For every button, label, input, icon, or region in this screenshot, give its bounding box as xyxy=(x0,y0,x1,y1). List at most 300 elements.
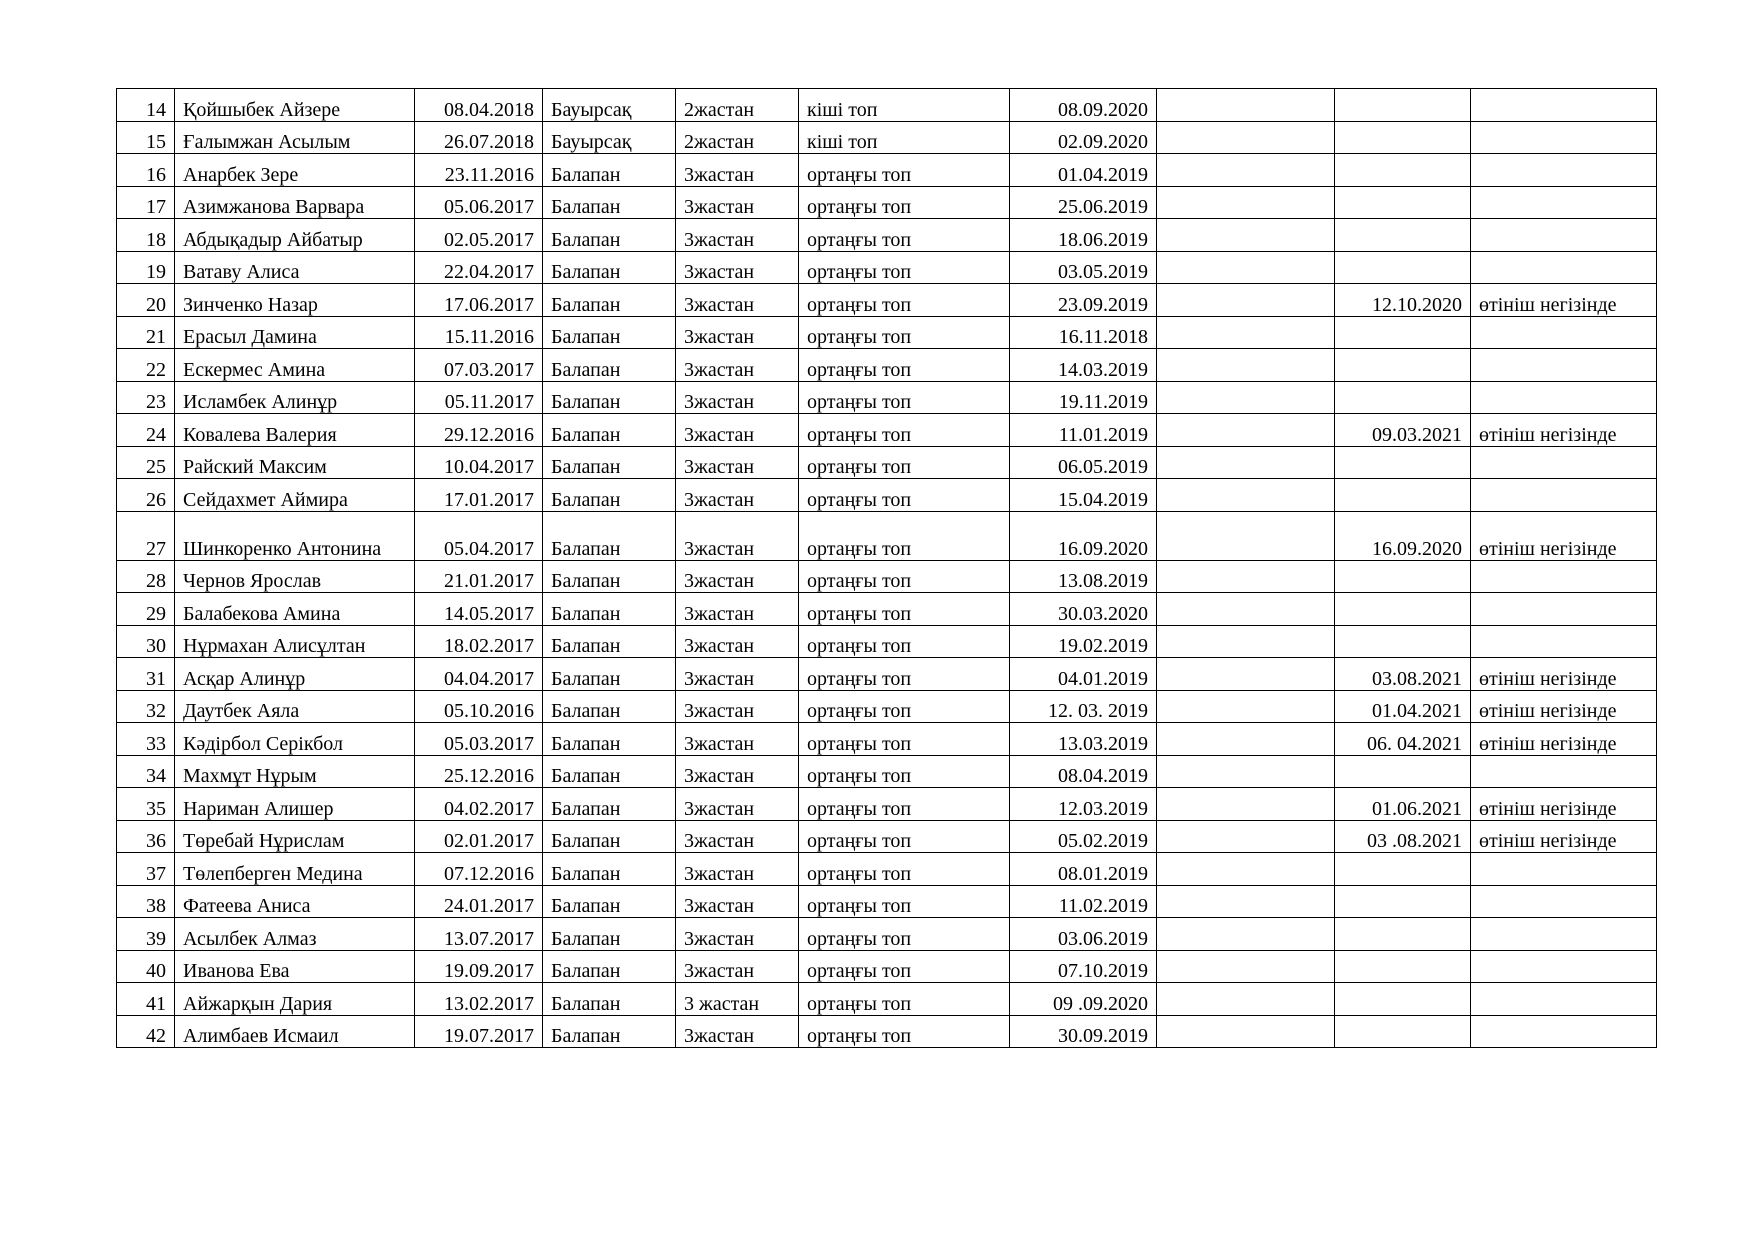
row-number: 31 xyxy=(117,658,175,691)
admission-date: 30.03.2020 xyxy=(1010,593,1157,626)
admission-date: 15.04.2019 xyxy=(1010,479,1157,512)
age-category: 3жастан xyxy=(676,853,799,886)
table-row xyxy=(117,511,1657,560)
age-category: 3жастан xyxy=(676,723,799,756)
leave-date xyxy=(1335,625,1471,658)
empty-cell xyxy=(1157,89,1335,122)
empty-cell xyxy=(1157,723,1335,756)
leave-reason xyxy=(1471,755,1657,788)
table-row xyxy=(117,788,1657,821)
leave-reason xyxy=(1471,918,1657,951)
leave-date xyxy=(1335,853,1471,886)
group-level: ортаңғы топ xyxy=(799,446,1010,479)
leave-date xyxy=(1335,381,1471,414)
child-name: Зинченко Назар xyxy=(175,284,415,317)
group-level: ортаңғы топ xyxy=(799,788,1010,821)
admission-date: 13.08.2019 xyxy=(1010,560,1157,593)
birth-date: 23.11.2016 xyxy=(415,154,543,187)
child-name: Сейдахмет Аймира xyxy=(175,479,415,512)
group-name: Балапан xyxy=(543,479,676,512)
age-category: 3жастан xyxy=(676,560,799,593)
leave-reason xyxy=(1471,853,1657,886)
birth-date: 22.04.2017 xyxy=(415,251,543,284)
roster-body xyxy=(117,89,1657,1048)
group-name: Бауырсақ xyxy=(543,89,676,122)
table-row xyxy=(117,853,1657,886)
leave-date xyxy=(1335,593,1471,626)
birth-date: 18.02.2017 xyxy=(415,625,543,658)
group-name: Балапан xyxy=(543,251,676,284)
group-level: ортаңғы топ xyxy=(799,983,1010,1016)
empty-cell xyxy=(1157,983,1335,1016)
group-level: ортаңғы топ xyxy=(799,755,1010,788)
empty-cell xyxy=(1157,414,1335,447)
group-name: Бауырсақ xyxy=(543,121,676,154)
child-name: Айжарқын Дария xyxy=(175,983,415,1016)
leave-date xyxy=(1335,219,1471,252)
child-name: Алимбаев Исмаил xyxy=(175,1015,415,1048)
group-name: Балапан xyxy=(543,284,676,317)
birth-date: 19.07.2017 xyxy=(415,1015,543,1048)
table-row xyxy=(117,690,1657,723)
group-level: ортаңғы топ xyxy=(799,690,1010,723)
age-category: 3жастан xyxy=(676,593,799,626)
leave-date xyxy=(1335,950,1471,983)
empty-cell xyxy=(1157,446,1335,479)
age-category: 3жастан xyxy=(676,788,799,821)
group-name: Балапан xyxy=(543,658,676,691)
empty-cell xyxy=(1157,918,1335,951)
child-name: Фатеева Аниса xyxy=(175,885,415,918)
admission-date: 04.01.2019 xyxy=(1010,658,1157,691)
birth-date: 17.06.2017 xyxy=(415,284,543,317)
leave-date xyxy=(1335,121,1471,154)
empty-cell xyxy=(1157,219,1335,252)
empty-cell xyxy=(1157,284,1335,317)
child-name: Нариман Алишер xyxy=(175,788,415,821)
leave-reason: өтініш негізінде xyxy=(1471,414,1657,447)
birth-date: 04.02.2017 xyxy=(415,788,543,821)
row-number: 42 xyxy=(117,1015,175,1048)
age-category: 3жастан xyxy=(676,755,799,788)
child-name: Асылбек Алмаз xyxy=(175,918,415,951)
empty-cell xyxy=(1157,154,1335,187)
group-name: Балапан xyxy=(543,446,676,479)
group-name: Балапан xyxy=(543,820,676,853)
admission-date: 11.01.2019 xyxy=(1010,414,1157,447)
age-category: 3жастан xyxy=(676,918,799,951)
age-category: 3жастан xyxy=(676,950,799,983)
leave-date xyxy=(1335,349,1471,382)
birth-date: 13.02.2017 xyxy=(415,983,543,1016)
group-name: Балапан xyxy=(543,316,676,349)
admission-date: 12. 03. 2019 xyxy=(1010,690,1157,723)
empty-cell xyxy=(1157,511,1335,560)
table-row xyxy=(117,284,1657,317)
group-level: ортаңғы топ xyxy=(799,1015,1010,1048)
row-number: 28 xyxy=(117,560,175,593)
child-name: Кәдірбол Серікбол xyxy=(175,723,415,756)
group-level: ортаңғы топ xyxy=(799,154,1010,187)
row-number: 17 xyxy=(117,186,175,219)
group-name: Балапан xyxy=(543,186,676,219)
table-row xyxy=(117,446,1657,479)
leave-reason: өтініш негізінде xyxy=(1471,820,1657,853)
child-name: Азимжанова Варвара xyxy=(175,186,415,219)
row-number: 33 xyxy=(117,723,175,756)
age-category: 3жастан xyxy=(676,479,799,512)
leave-reason: өтініш негізінде xyxy=(1471,690,1657,723)
leave-reason xyxy=(1471,316,1657,349)
birth-date: 05.10.2016 xyxy=(415,690,543,723)
row-number: 26 xyxy=(117,479,175,512)
leave-date: 16.09.2020 xyxy=(1335,511,1471,560)
group-name: Балапан xyxy=(543,593,676,626)
admission-date: 03.05.2019 xyxy=(1010,251,1157,284)
empty-cell xyxy=(1157,251,1335,284)
table-row xyxy=(117,154,1657,187)
leave-reason xyxy=(1471,446,1657,479)
birth-date: 21.01.2017 xyxy=(415,560,543,593)
leave-reason xyxy=(1471,983,1657,1016)
birth-date: 07.12.2016 xyxy=(415,853,543,886)
birth-date: 05.06.2017 xyxy=(415,186,543,219)
child-name: Ерасыл Дамина xyxy=(175,316,415,349)
age-category: 3жастан xyxy=(676,690,799,723)
birth-date: 02.05.2017 xyxy=(415,219,543,252)
admission-date: 05.02.2019 xyxy=(1010,820,1157,853)
leave-reason xyxy=(1471,560,1657,593)
table-row xyxy=(117,950,1657,983)
empty-cell xyxy=(1157,381,1335,414)
age-category: 3жастан xyxy=(676,658,799,691)
group-name: Балапан xyxy=(543,349,676,382)
table-row xyxy=(117,918,1657,951)
table-row xyxy=(117,414,1657,447)
age-category: 3 жастан xyxy=(676,983,799,1016)
admission-date: 08.04.2019 xyxy=(1010,755,1157,788)
empty-cell xyxy=(1157,625,1335,658)
child-name: Анарбек Зере xyxy=(175,154,415,187)
admission-date: 25.06.2019 xyxy=(1010,186,1157,219)
child-name: Даутбек Аяла xyxy=(175,690,415,723)
age-category: 3жастан xyxy=(676,154,799,187)
group-name: Балапан xyxy=(543,885,676,918)
child-name: Чернов Ярослав xyxy=(175,560,415,593)
child-name: Қойшыбек Айзере xyxy=(175,89,415,122)
group-name: Балапан xyxy=(543,154,676,187)
admission-date: 19.11.2019 xyxy=(1010,381,1157,414)
admission-date: 08.09.2020 xyxy=(1010,89,1157,122)
birth-date: 15.11.2016 xyxy=(415,316,543,349)
leave-date: 06. 04.2021 xyxy=(1335,723,1471,756)
empty-cell xyxy=(1157,658,1335,691)
leave-reason: өтініш негізінде xyxy=(1471,511,1657,560)
child-name: Ескермес Амина xyxy=(175,349,415,382)
admission-date: 12.03.2019 xyxy=(1010,788,1157,821)
empty-cell xyxy=(1157,186,1335,219)
empty-cell xyxy=(1157,950,1335,983)
child-name: Балабекова Амина xyxy=(175,593,415,626)
child-name: Махмұт Нұрым xyxy=(175,755,415,788)
age-category: 3жастан xyxy=(676,625,799,658)
row-number: 20 xyxy=(117,284,175,317)
table-row xyxy=(117,219,1657,252)
empty-cell xyxy=(1157,593,1335,626)
leave-date xyxy=(1335,885,1471,918)
age-category: 3жастан xyxy=(676,219,799,252)
birth-date: 17.01.2017 xyxy=(415,479,543,512)
group-level: ортаңғы топ xyxy=(799,820,1010,853)
leave-date xyxy=(1335,251,1471,284)
leave-date xyxy=(1335,446,1471,479)
row-number: 18 xyxy=(117,219,175,252)
row-number: 21 xyxy=(117,316,175,349)
child-name: Райский Максим xyxy=(175,446,415,479)
table-row xyxy=(117,121,1657,154)
table-row xyxy=(117,625,1657,658)
row-number: 14 xyxy=(117,89,175,122)
table-row xyxy=(117,658,1657,691)
birth-date: 29.12.2016 xyxy=(415,414,543,447)
leave-reason xyxy=(1471,186,1657,219)
leave-reason: өтініш негізінде xyxy=(1471,658,1657,691)
group-name: Балапан xyxy=(543,788,676,821)
leave-reason xyxy=(1471,121,1657,154)
child-name: Асқар Алинұр xyxy=(175,658,415,691)
age-category: 3жастан xyxy=(676,511,799,560)
child-name: Төлепберген Медина xyxy=(175,853,415,886)
empty-cell xyxy=(1157,121,1335,154)
row-number: 30 xyxy=(117,625,175,658)
group-name: Балапан xyxy=(543,690,676,723)
table-row xyxy=(117,885,1657,918)
age-category: 3жастан xyxy=(676,414,799,447)
birth-date: 13.07.2017 xyxy=(415,918,543,951)
table-row xyxy=(117,755,1657,788)
age-category: 3жастан xyxy=(676,349,799,382)
age-category: 3жастан xyxy=(676,316,799,349)
age-category: 3жастан xyxy=(676,186,799,219)
age-category: 3жастан xyxy=(676,381,799,414)
age-category: 3жастан xyxy=(676,820,799,853)
table-row xyxy=(117,381,1657,414)
admission-date: 11.02.2019 xyxy=(1010,885,1157,918)
admission-date: 30.09.2019 xyxy=(1010,1015,1157,1048)
leave-reason xyxy=(1471,625,1657,658)
empty-cell xyxy=(1157,560,1335,593)
empty-cell xyxy=(1157,788,1335,821)
leave-reason xyxy=(1471,154,1657,187)
admission-date: 13.03.2019 xyxy=(1010,723,1157,756)
admission-date: 06.05.2019 xyxy=(1010,446,1157,479)
empty-cell xyxy=(1157,885,1335,918)
row-number: 15 xyxy=(117,121,175,154)
group-name: Балапан xyxy=(543,625,676,658)
admission-date: 16.09.2020 xyxy=(1010,511,1157,560)
age-category: 3жастан xyxy=(676,251,799,284)
admission-date: 19.02.2019 xyxy=(1010,625,1157,658)
row-number: 38 xyxy=(117,885,175,918)
empty-cell xyxy=(1157,479,1335,512)
group-name: Балапан xyxy=(543,381,676,414)
leave-reason xyxy=(1471,593,1657,626)
child-name: Төребай Нұрислам xyxy=(175,820,415,853)
group-name: Балапан xyxy=(543,723,676,756)
leave-reason xyxy=(1471,381,1657,414)
leave-date xyxy=(1335,1015,1471,1048)
group-level: ортаңғы топ xyxy=(799,658,1010,691)
group-name: Балапан xyxy=(543,950,676,983)
birth-date: 08.04.2018 xyxy=(415,89,543,122)
group-name: Балапан xyxy=(543,414,676,447)
admission-date: 03.06.2019 xyxy=(1010,918,1157,951)
birth-date: 24.01.2017 xyxy=(415,885,543,918)
child-name: Абдықадыр Айбатыр xyxy=(175,219,415,252)
group-name: Балапан xyxy=(543,511,676,560)
leave-date xyxy=(1335,154,1471,187)
leave-date xyxy=(1335,186,1471,219)
group-name: Балапан xyxy=(543,560,676,593)
row-number: 24 xyxy=(117,414,175,447)
leave-reason xyxy=(1471,950,1657,983)
table-row xyxy=(117,89,1657,122)
row-number: 35 xyxy=(117,788,175,821)
leave-date: 12.10.2020 xyxy=(1335,284,1471,317)
empty-cell xyxy=(1157,755,1335,788)
group-level: ортаңғы топ xyxy=(799,186,1010,219)
group-level: ортаңғы топ xyxy=(799,593,1010,626)
row-number: 41 xyxy=(117,983,175,1016)
empty-cell xyxy=(1157,690,1335,723)
table-row xyxy=(117,820,1657,853)
table-row xyxy=(117,186,1657,219)
row-number: 29 xyxy=(117,593,175,626)
group-level: кіші топ xyxy=(799,89,1010,122)
leave-reason: өтініш негізінде xyxy=(1471,723,1657,756)
empty-cell xyxy=(1157,820,1335,853)
row-number: 36 xyxy=(117,820,175,853)
age-category: 3жастан xyxy=(676,284,799,317)
table-row xyxy=(117,316,1657,349)
group-level: ортаңғы топ xyxy=(799,381,1010,414)
table-row xyxy=(117,560,1657,593)
row-number: 34 xyxy=(117,755,175,788)
age-category: 3жастан xyxy=(676,1015,799,1048)
group-level: ортаңғы топ xyxy=(799,918,1010,951)
admission-date: 18.06.2019 xyxy=(1010,219,1157,252)
leave-reason: өтініш негізінде xyxy=(1471,284,1657,317)
row-number: 22 xyxy=(117,349,175,382)
birth-date: 14.05.2017 xyxy=(415,593,543,626)
leave-reason xyxy=(1471,219,1657,252)
leave-date xyxy=(1335,918,1471,951)
birth-date: 02.01.2017 xyxy=(415,820,543,853)
admission-date: 01.04.2019 xyxy=(1010,154,1157,187)
table-row xyxy=(117,479,1657,512)
leave-date xyxy=(1335,560,1471,593)
leave-date xyxy=(1335,755,1471,788)
child-name: Ғалымжан Асылым xyxy=(175,121,415,154)
group-name: Балапан xyxy=(543,1015,676,1048)
group-name: Балапан xyxy=(543,853,676,886)
group-name: Балапан xyxy=(543,918,676,951)
row-number: 25 xyxy=(117,446,175,479)
group-level: ортаңғы топ xyxy=(799,316,1010,349)
group-level: ортаңғы топ xyxy=(799,625,1010,658)
birth-date: 05.11.2017 xyxy=(415,381,543,414)
empty-cell xyxy=(1157,349,1335,382)
admission-date: 14.03.2019 xyxy=(1010,349,1157,382)
children-roster-table xyxy=(116,88,1657,1048)
group-level: ортаңғы топ xyxy=(799,349,1010,382)
child-name: Исламбек Алинұр xyxy=(175,381,415,414)
row-number: 16 xyxy=(117,154,175,187)
leave-date: 01.06.2021 xyxy=(1335,788,1471,821)
group-level: ортаңғы топ xyxy=(799,885,1010,918)
leave-reason xyxy=(1471,885,1657,918)
group-level: ортаңғы топ xyxy=(799,723,1010,756)
row-number: 19 xyxy=(117,251,175,284)
birth-date: 07.03.2017 xyxy=(415,349,543,382)
birth-date: 04.04.2017 xyxy=(415,658,543,691)
row-number: 37 xyxy=(117,853,175,886)
empty-cell xyxy=(1157,853,1335,886)
leave-reason xyxy=(1471,349,1657,382)
row-number: 23 xyxy=(117,381,175,414)
table-row xyxy=(117,251,1657,284)
group-level: ортаңғы топ xyxy=(799,219,1010,252)
age-category: 3жастан xyxy=(676,885,799,918)
leave-reason xyxy=(1471,251,1657,284)
table-row xyxy=(117,593,1657,626)
admission-date: 16.11.2018 xyxy=(1010,316,1157,349)
leave-date: 09.03.2021 xyxy=(1335,414,1471,447)
leave-date xyxy=(1335,89,1471,122)
group-level: ортаңғы топ xyxy=(799,511,1010,560)
leave-date: 03 .08.2021 xyxy=(1335,820,1471,853)
group-level: ортаңғы топ xyxy=(799,284,1010,317)
leave-reason xyxy=(1471,479,1657,512)
admission-date: 23.09.2019 xyxy=(1010,284,1157,317)
table-row xyxy=(117,349,1657,382)
birth-date: 25.12.2016 xyxy=(415,755,543,788)
age-category: 3жастан xyxy=(676,446,799,479)
group-level: ортаңғы топ xyxy=(799,950,1010,983)
leave-date xyxy=(1335,983,1471,1016)
table-row xyxy=(117,1015,1657,1048)
group-level: кіші топ xyxy=(799,121,1010,154)
leave-date: 03.08.2021 xyxy=(1335,658,1471,691)
group-name: Балапан xyxy=(543,755,676,788)
admission-date: 09 .09.2020 xyxy=(1010,983,1157,1016)
group-level: ортаңғы топ xyxy=(799,414,1010,447)
child-name: Иванова Ева xyxy=(175,950,415,983)
row-number: 40 xyxy=(117,950,175,983)
birth-date: 26.07.2018 xyxy=(415,121,543,154)
leave-date xyxy=(1335,316,1471,349)
birth-date: 05.03.2017 xyxy=(415,723,543,756)
empty-cell xyxy=(1157,1015,1335,1048)
child-name: Ковалева Валерия xyxy=(175,414,415,447)
row-number: 32 xyxy=(117,690,175,723)
child-name: Ватаву Алиса xyxy=(175,251,415,284)
birth-date: 19.09.2017 xyxy=(415,950,543,983)
leave-reason: өтініш негізінде xyxy=(1471,788,1657,821)
row-number: 27 xyxy=(117,511,175,560)
birth-date: 10.04.2017 xyxy=(415,446,543,479)
group-name: Балапан xyxy=(543,983,676,1016)
